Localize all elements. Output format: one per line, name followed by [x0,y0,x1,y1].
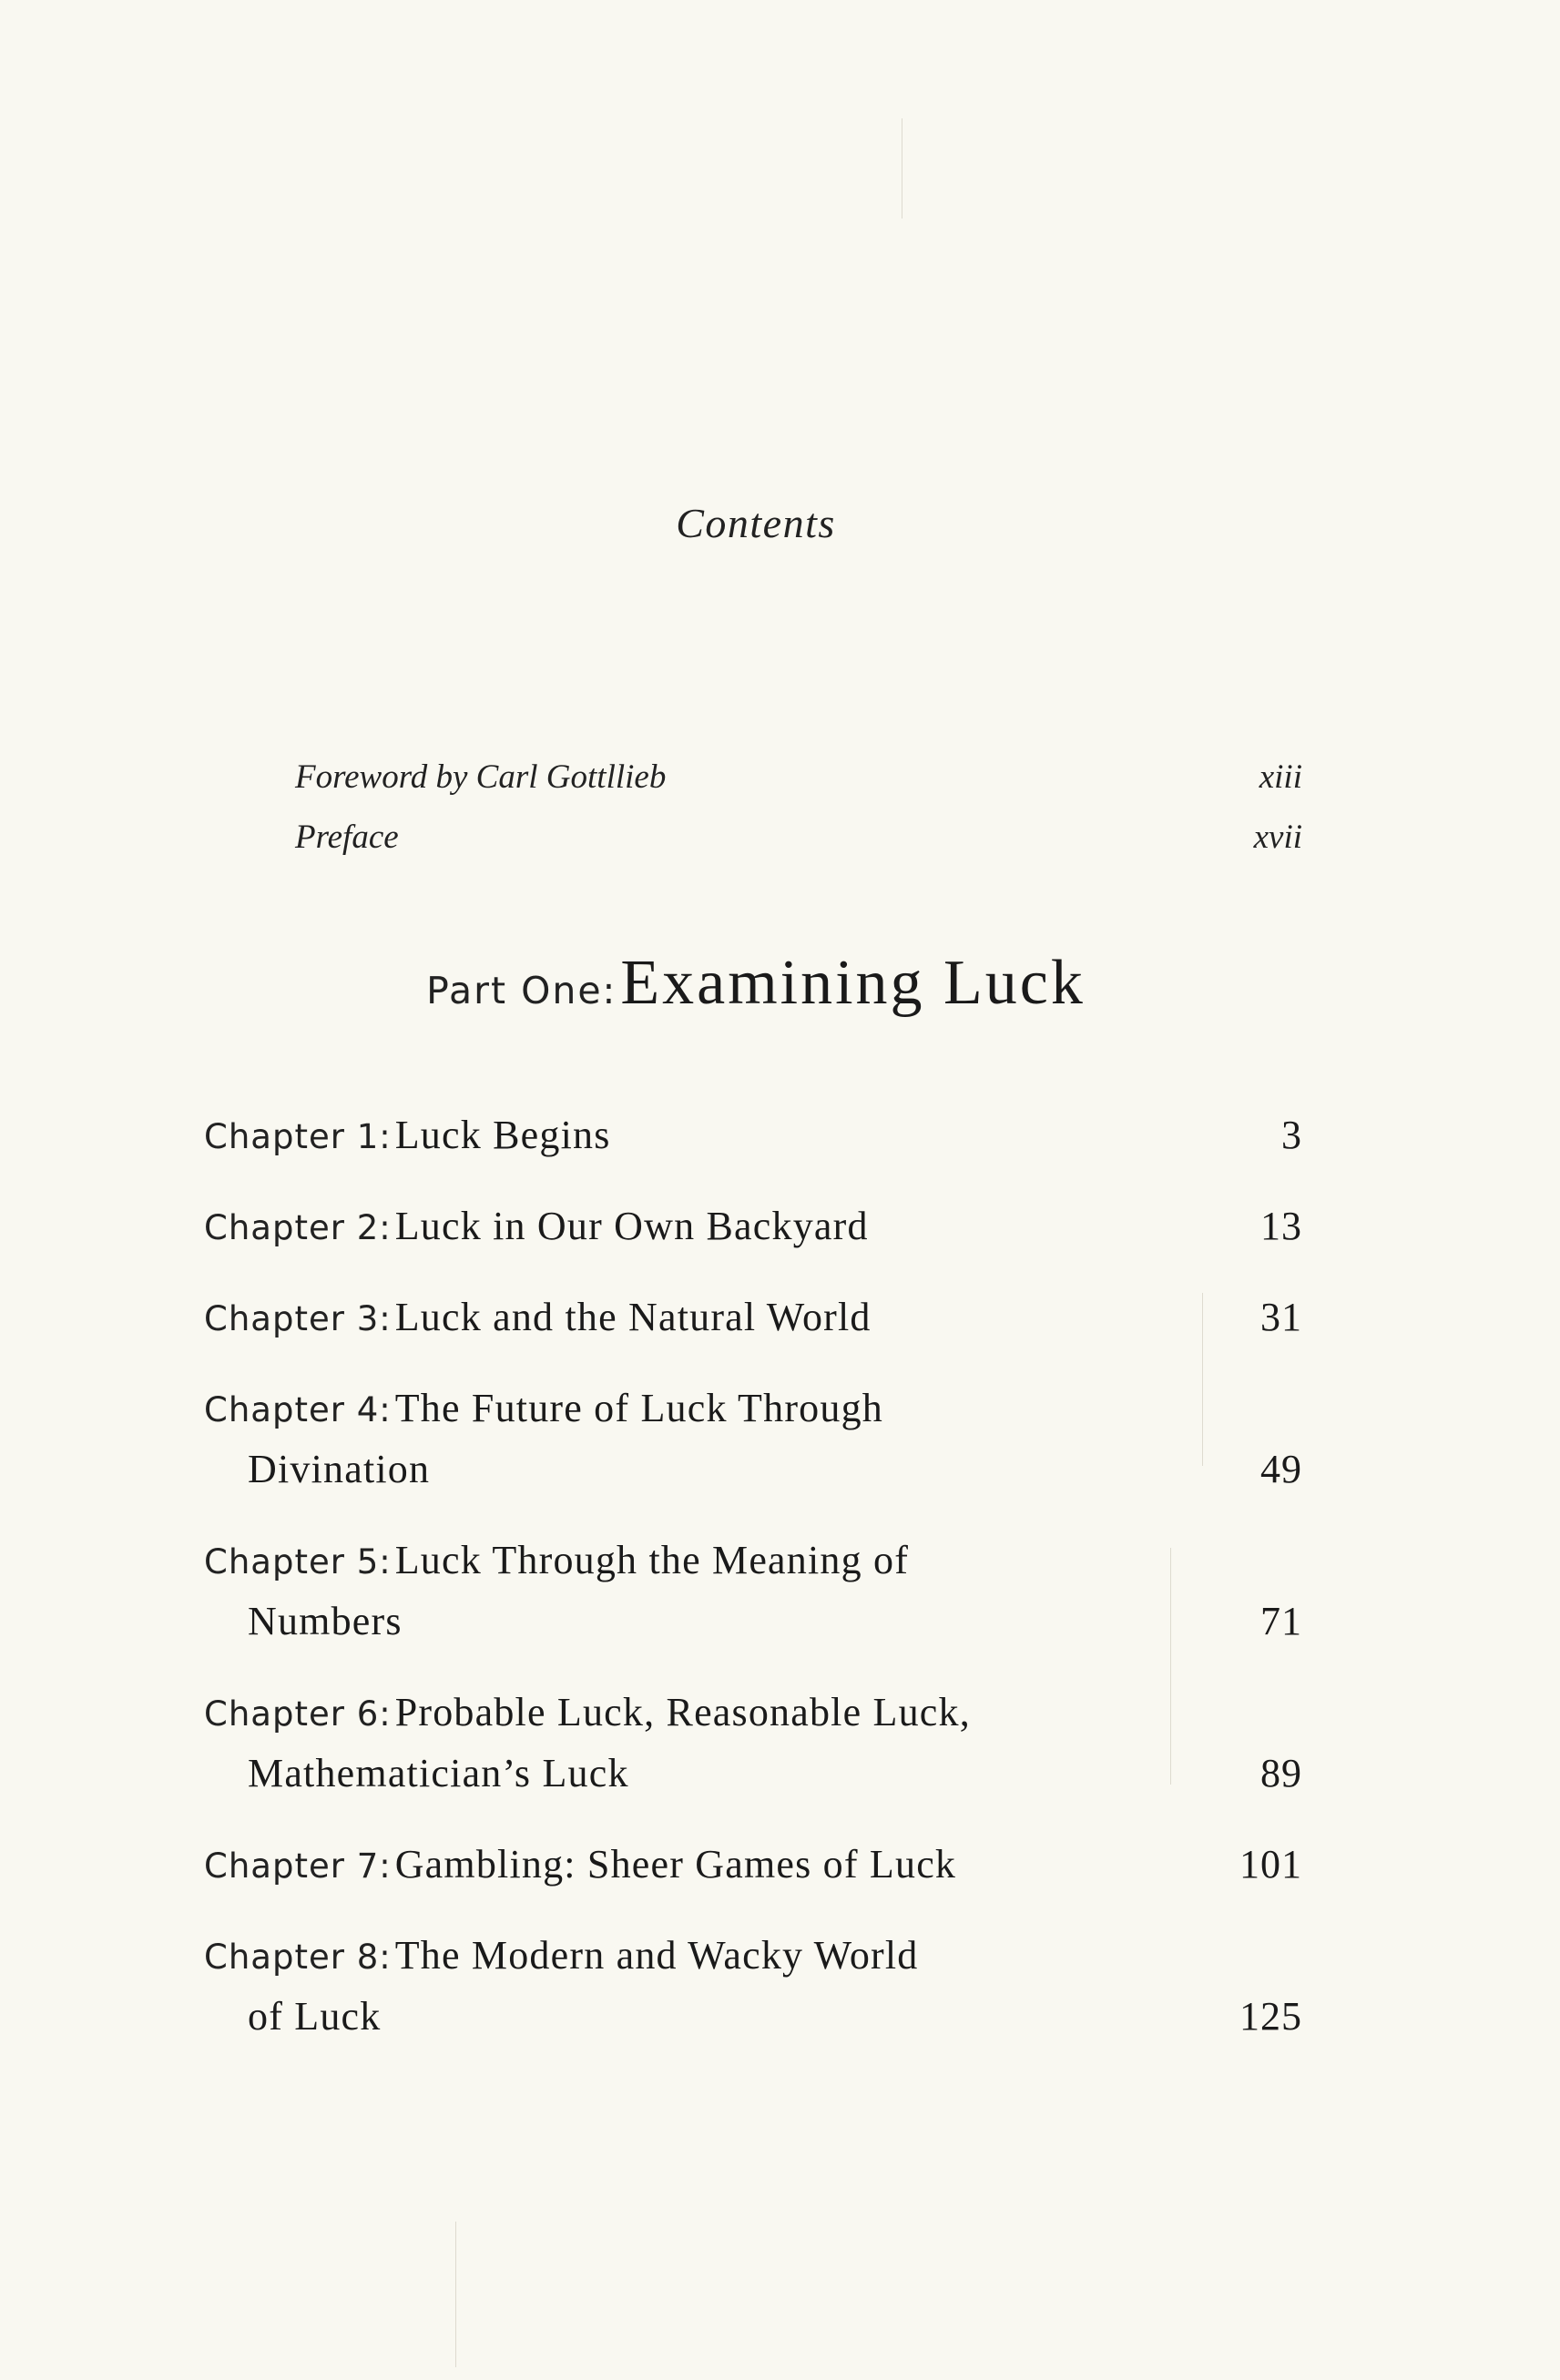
chapter-page-number: 49 [1260,1447,1302,1491]
toc-entry-chapter-5[interactable] [204,1530,1302,1652]
chapter-page-number: 13 [1260,1204,1302,1248]
toc-entry-chapter-4[interactable] [204,1378,1302,1500]
part-prefix: Part One: [426,969,617,1012]
toc-entry-chapter-8[interactable] [204,1925,1302,2047]
chapter-prefix: Chapter 6: [204,1694,392,1734]
part-heading [0,947,1512,1020]
toc-entry-chapter-2[interactable] [204,1195,1302,1256]
chapter-title: Luck Begins [394,1113,611,1157]
part-title: Examining Luck [620,948,1086,1018]
chapter-title: Luck and the Natural World [394,1295,872,1339]
chapter-title-continued: Divination [248,1447,431,1491]
chapter-page-number: 3 [1281,1113,1302,1157]
front-matter-page: xiii [1259,758,1302,796]
chapter-prefix: Chapter 7: [204,1846,392,1886]
chapter-title-continued: of Luck [248,1994,382,2039]
chapter-prefix: Chapter 1: [204,1117,392,1156]
chapter-title: Luck Through the Meaning of [394,1538,910,1582]
chapter-page-number: 125 [1239,1994,1302,2039]
chapter-prefix: Chapter 5: [204,1542,392,1582]
toc-entry-chapter-3[interactable] [204,1287,1302,1348]
front-matter-label: Preface [295,819,399,856]
chapter-title-continued: Mathematician’s Luck [248,1751,629,1795]
chapter-prefix: Chapter 3: [204,1299,392,1338]
front-matter-label: Foreword by Carl Gottllieb [295,758,667,796]
chapter-title: The Modern and Wacky World [394,1933,919,1978]
front-matter-page: xvii [1253,819,1302,856]
chapter-title: Probable Luck, Reasonable Luck, [394,1690,971,1734]
chapter-page-number: 101 [1239,1842,1302,1887]
scan-artifact [455,2222,456,2367]
chapter-page-number: 31 [1260,1295,1302,1339]
toc-entry-chapter-6[interactable] [204,1682,1302,1804]
chapter-prefix: Chapter 4: [204,1390,392,1429]
chapter-title: Luck in Our Own Backyard [394,1204,869,1248]
chapter-prefix: Chapter 8: [204,1938,392,1977]
chapter-page-number: 71 [1260,1599,1302,1643]
contents-title: Contents [676,500,836,546]
chapter-page-number: 89 [1260,1751,1302,1795]
toc-entry-chapter-7[interactable] [204,1834,1302,1895]
toc-entry-chapter-1[interactable] [204,1104,1302,1165]
chapter-prefix: Chapter 2: [204,1208,392,1247]
chapter-title-continued: Numbers [248,1599,403,1643]
chapter-title: The Future of Luck Through [394,1386,883,1430]
chapter-title: Gambling: Sheer Games of Luck [394,1842,957,1887]
